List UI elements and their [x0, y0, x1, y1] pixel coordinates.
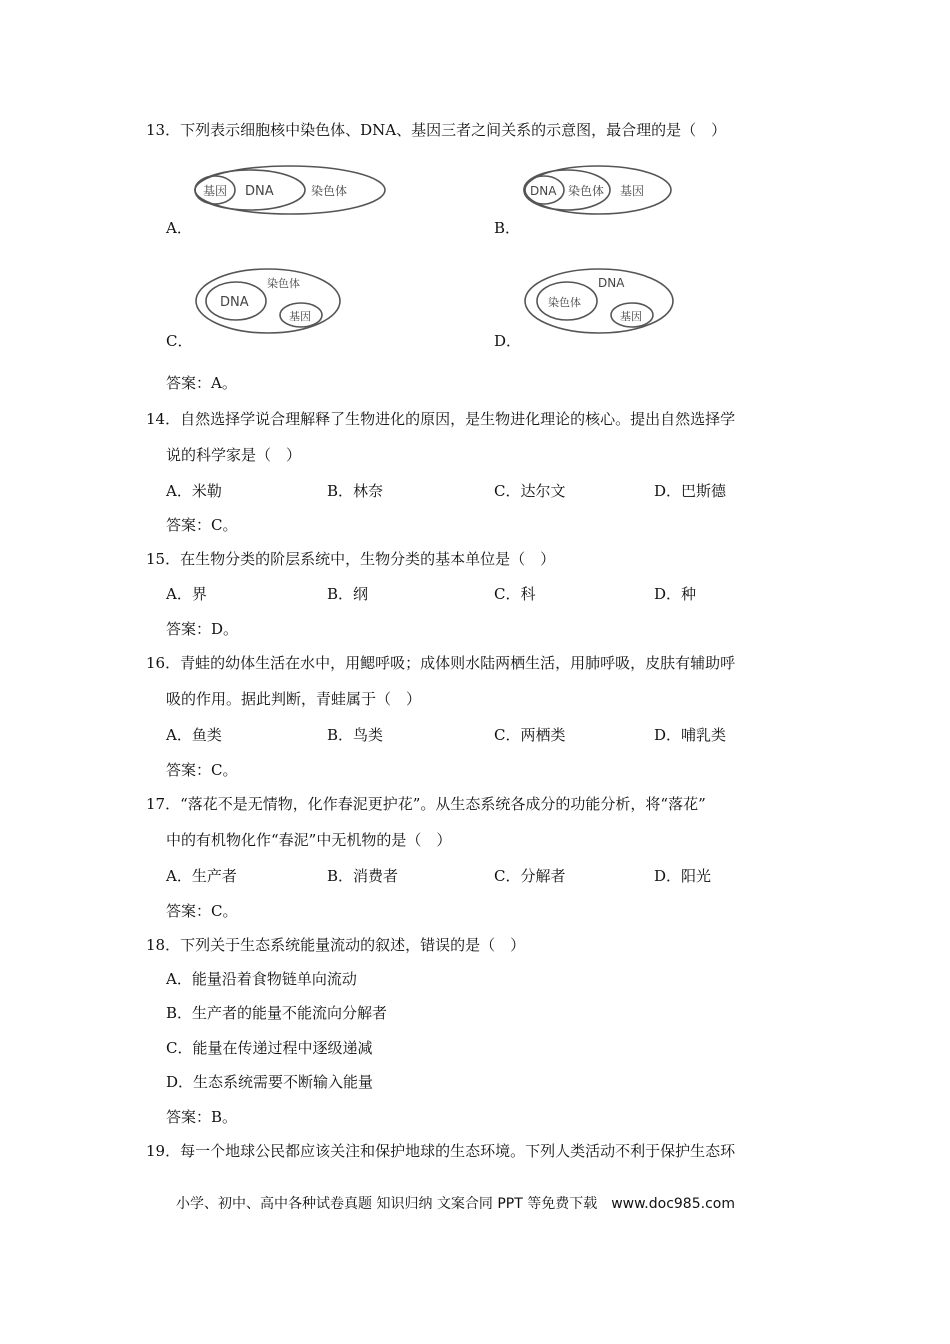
q13-a-outer-label: 染色体 [311, 184, 348, 198]
q13-option-c-label: C． [166, 332, 193, 350]
q13-diagram-c [193, 265, 345, 337]
q14-option-c: C．达尔文 [494, 482, 566, 500]
q15-option-b: B．纲 [327, 585, 369, 603]
q16-stem-line2: 吸的作用。据此判断，青蛙属于（ ） [166, 690, 422, 708]
q17-option-d: D．阳光 [654, 867, 712, 885]
q13-stem: 13．下列表示细胞核中染色体、DNA、基因三者之间关系的示意图，最合理的是（ ） [146, 121, 727, 139]
q14-stem-line1: 14．自然选择学说合理解释了生物进化的原因，是生物进化理论的核心。提出自然选择学 [146, 410, 736, 428]
q18-answer: 答案：B。 [166, 1108, 238, 1126]
q13-diagram-b [522, 162, 677, 222]
q16-option-b: B．鸟类 [327, 726, 384, 744]
q13-answer: 答案：A。 [166, 374, 237, 392]
q15-stem: 15．在生物分类的阶层系统中，生物分类的基本单位是（ ） [146, 550, 556, 568]
q19-stem-line1: 19．每一个地球公民都应该关注和保护地球的生态环境。下列人类活动不利于保护生态环 [146, 1142, 736, 1160]
q15-option-a: A．界 [166, 585, 207, 603]
q13-c-left-label: DNA [220, 295, 249, 310]
q14-option-b: B．林奈 [327, 482, 384, 500]
q14-option-a: A．米勒 [166, 482, 222, 500]
q14-answer: 答案：C。 [166, 516, 238, 534]
q17-stem-line2: 中的有机物化作“春泥”中无机物的是（ ） [166, 831, 452, 849]
q17-option-c: C．分解者 [494, 867, 566, 885]
q16-option-d: D．哺乳类 [654, 726, 727, 744]
q15-option-d: D．种 [654, 585, 697, 603]
q13-diagram-d [522, 265, 677, 337]
q13-option-b-label: B． [494, 219, 521, 237]
q13-c-right-label: 基因 [289, 310, 311, 323]
q13-b-inner-label: DNA [530, 184, 557, 198]
q13-diagram-a [193, 162, 393, 222]
page-footer: 小学、初中、高中各种试卷真题 知识归纳 文案合同 PPT 等免费下载 www.doc985.com [176, 1196, 735, 1212]
q17-answer: 答案：C。 [166, 902, 238, 920]
q18-stem: 18．下列关于生态系统能量流动的叙述，错误的是（ ） [146, 936, 526, 954]
q14-stem-line2: 说的科学家是（ ） [166, 446, 302, 464]
q13-option-d-label: D． [494, 332, 522, 350]
q16-option-c: C．两栖类 [494, 726, 566, 744]
q18-option-c: C．能量在传递过程中逐级递减 [166, 1039, 373, 1057]
q16-answer: 答案：C。 [166, 761, 238, 779]
q13-d-top-label: DNA [598, 276, 625, 290]
q16-option-a: A．鱼类 [166, 726, 222, 744]
q13-a-middle-label: DNA [245, 184, 274, 199]
q18-option-a: A．能量沿着食物链单向流动 [166, 970, 357, 988]
q13-b-middle-label: 染色体 [568, 184, 605, 198]
q18-option-d: D．生态系统需要不断输入能量 [166, 1073, 374, 1091]
q16-stem-line1: 16．青蛙的幼体生活在水中，用鳃呼吸；成体则水陆两栖生活，用肺呼吸，皮肤有辅助呼 [146, 654, 736, 672]
q17-stem-line1: 17．“落花不是无情物，化作春泥更护花”。从生态系统各成分的功能分析，将“落花” [146, 795, 706, 813]
q13-b-outer-label: 基因 [620, 184, 645, 198]
q13-a-inner-label: 基因 [203, 184, 228, 198]
q17-option-a: A．生产者 [166, 867, 237, 885]
q13-d-right-label: 基因 [620, 310, 642, 323]
q13-c-top-label: 染色体 [267, 277, 300, 290]
q14-option-d: D．巴斯德 [654, 482, 727, 500]
q17-option-b: B．消费者 [327, 867, 399, 885]
q18-option-b: B．生产者的能量不能流向分解者 [166, 1004, 388, 1022]
q15-answer: 答案：D。 [166, 620, 239, 638]
q13-d-left-label: 染色体 [548, 296, 581, 309]
q15-option-c: C．科 [494, 585, 536, 603]
q13-option-a-label: A． [166, 219, 192, 237]
